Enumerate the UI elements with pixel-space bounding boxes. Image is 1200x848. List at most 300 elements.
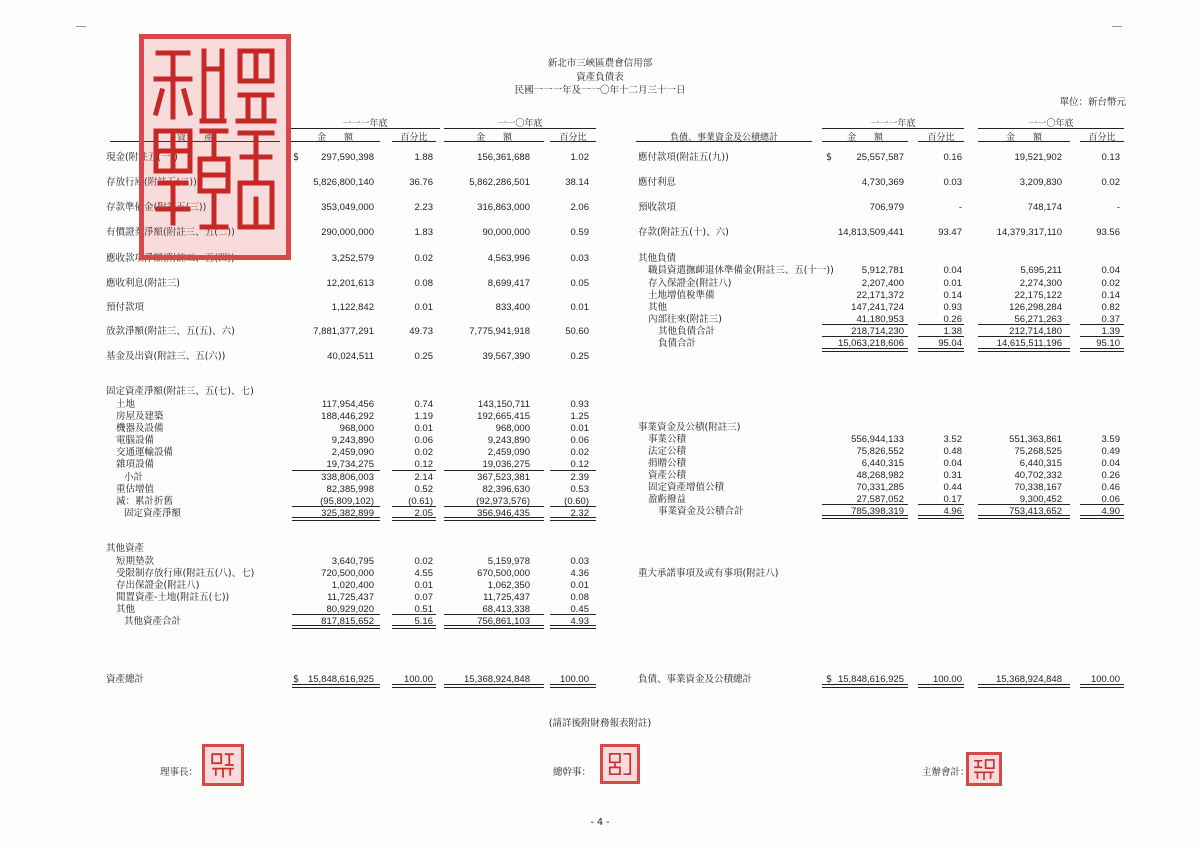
subtotal-rule — [550, 506, 596, 507]
total-rule — [822, 515, 908, 519]
percent-current: 0.04 — [943, 265, 962, 276]
amount-prior: 14,379,317,110 — [996, 227, 1062, 238]
total-rule — [444, 517, 544, 521]
liabilities-row-label: 存入保證金(附註八) — [648, 278, 732, 289]
amount-prior: 7,775,941,918 — [469, 326, 530, 337]
assets-row-label: 小計 — [124, 472, 144, 483]
subtotal-rule — [292, 506, 380, 507]
chief-accountant-label: 主辦會計： — [922, 767, 970, 778]
percent-current: (0.61) — [408, 496, 433, 507]
amount-current: 15,848,616,925 — [307, 674, 374, 685]
percent-current: 2.05 — [414, 508, 433, 519]
footnote: (請詳後附財務報表附註) — [548, 718, 652, 729]
percent-current: 1.83 — [414, 227, 433, 238]
liabilities-row-label: 預收款項 — [638, 202, 677, 213]
percent-prior: 0.12 — [570, 459, 589, 470]
currency-sign: $ — [293, 674, 300, 685]
percent-prior: 0.02 — [570, 447, 589, 458]
amount-current: 5,912,781 — [861, 265, 904, 276]
liabilities-row-label: 事業資金及公積合計 — [658, 506, 744, 517]
amount-prior: 19,036,275 — [482, 459, 530, 470]
chairman-label: 理事長： — [160, 767, 199, 778]
total-rule — [918, 348, 964, 352]
liabilities-row-label: 法定公積 — [648, 446, 687, 457]
amount-current: 353,049,000 — [321, 202, 374, 213]
amount-header: 金 額 — [1005, 133, 1042, 143]
currency-sign: $ — [293, 152, 300, 163]
amount-prior: 5,862,286,501 — [469, 177, 530, 188]
total-rule — [918, 684, 964, 688]
percent-current: 0.01 — [414, 423, 433, 434]
liab-year-110-header: 一一〇年底 — [1028, 119, 1074, 129]
amount-current: 706,979 — [869, 202, 904, 213]
percent-prior: 0.59 — [570, 227, 589, 238]
subtotal-rule — [292, 614, 380, 615]
total-rule — [1080, 684, 1124, 688]
amount-current: 11,725,437 — [327, 592, 374, 603]
amount-header: 金 額 — [475, 133, 512, 143]
amount-prior: 39,567,390 — [482, 351, 530, 362]
liabilities-row-label: 捐贈公積 — [648, 458, 687, 469]
amount-prior: 126,298,284 — [1009, 302, 1062, 313]
amount-current: 1,020,400 — [331, 580, 374, 591]
liabilities-row-label: 應付款項(附註五(九)) — [638, 152, 729, 163]
amount-current: 556,944,133 — [851, 434, 904, 445]
rule — [822, 141, 908, 142]
percent-prior: 0.01 — [570, 423, 589, 434]
subtotal-rule — [918, 504, 964, 505]
percent-current: 0.26 — [943, 314, 962, 325]
percent-prior: 0.49 — [1101, 446, 1120, 457]
percent-prior: 38.14 — [565, 177, 589, 188]
percent-prior: 0.82 — [1101, 302, 1120, 313]
amount-current: 188,446,292 — [321, 411, 374, 422]
amount-prior: 14,615,511,196 — [996, 338, 1062, 349]
percent-current: 0.44 — [943, 482, 962, 493]
amount-prior: 5,159,978 — [487, 556, 530, 567]
percent-prior: 0.01 — [570, 580, 589, 591]
assets-row-label: 閒置資產-土地(附註五(七)) — [116, 592, 230, 603]
percent-prior: 0.04 — [1101, 265, 1120, 276]
percent-prior: 0.03 — [570, 556, 589, 567]
percent-prior: 3.59 — [1101, 434, 1120, 445]
subtotal-rule — [978, 324, 1070, 325]
assets-row-label: 有價證券淨額(附註三、五(二)) — [106, 227, 235, 238]
amount-current: 22,171,372 — [856, 290, 904, 301]
assets-row-label: 固定資產淨額(附註三、五(七)、七) — [106, 386, 254, 397]
assets-row-label: 現金(附註五(一)) — [106, 152, 178, 163]
amount-current: 325,382,899 — [321, 508, 374, 519]
percent-current: 0.25 — [414, 351, 433, 362]
amount-current: 5,826,800,140 — [313, 177, 374, 188]
total-rule — [392, 625, 436, 629]
subtotal-rule — [978, 504, 1070, 505]
amount-prior: 9,243,890 — [487, 435, 530, 446]
percent-header: 百分比 — [559, 133, 587, 143]
assets-year-110-header: 一一〇年底 — [497, 119, 543, 129]
amount-current: 290,000,000 — [321, 227, 374, 238]
amount-current: 9,243,890 — [331, 435, 374, 446]
statement-period: 民國一一一年及一一〇年十二月三十一日 — [514, 85, 686, 96]
percent-current: 0.52 — [414, 484, 433, 495]
amount-current: 27,587,052 — [856, 494, 904, 505]
amount-prior: 11,725,437 — [483, 592, 530, 603]
amount-current: 4,730,369 — [861, 177, 904, 188]
percent-current: 0.02 — [414, 556, 433, 567]
percent-prior: 0.37 — [1101, 314, 1120, 325]
assets-row-label: 固定資產淨額 — [124, 508, 182, 519]
amount-current: 75,826,552 — [856, 446, 904, 457]
assets-row-label: 其他資產合計 — [124, 616, 182, 627]
liabilities-row-label: 資產公積 — [648, 470, 687, 481]
liabilities-row-label: 其他 — [648, 302, 668, 313]
percent-header: 百分比 — [927, 133, 955, 143]
percent-prior: 0.03 — [570, 253, 589, 264]
assets-year-111-header: 一一一年底 — [342, 119, 388, 129]
subtotal-rule — [1080, 324, 1124, 325]
assets-row-label: 預付款項 — [106, 302, 145, 313]
amount-current: 70,331,285 — [856, 482, 904, 493]
amount-current: (95,809,102) — [320, 496, 374, 507]
percent-prior: 4.36 — [570, 568, 589, 579]
percent-prior: 0.08 — [570, 592, 589, 603]
amount-current: 720,500,000 — [321, 568, 374, 579]
percent-prior: 1.39 — [1101, 326, 1120, 337]
percent-prior: 0.93 — [570, 399, 589, 410]
percent-prior: 1.25 — [570, 411, 589, 422]
amount-current: 48,268,982 — [856, 470, 904, 481]
percent-prior: - — [1116, 202, 1120, 213]
total-rule — [550, 625, 596, 629]
percent-prior: 0.06 — [570, 435, 589, 446]
percent-current: 0.01 — [414, 580, 433, 591]
amount-current: 2,207,400 — [861, 278, 904, 289]
percent-prior: 0.25 — [570, 351, 589, 362]
percent-prior: 93.56 — [1096, 227, 1120, 238]
rule — [290, 141, 380, 142]
amount-prior: 833,400 — [495, 302, 530, 313]
percent-current: 0.14 — [943, 290, 962, 301]
amount-current: 7,881,377,291 — [313, 326, 374, 337]
liabilities-row-label: 事業公積 — [648, 434, 687, 445]
crop-mark — [76, 22, 86, 27]
total-rule — [822, 348, 908, 352]
percent-current: 1.38 — [943, 326, 962, 337]
rule — [1080, 141, 1124, 142]
total-rule — [444, 684, 544, 688]
amount-current: 6,440,315 — [861, 458, 904, 469]
total-rule — [822, 684, 908, 688]
assets-row-label: 機器及設備 — [116, 423, 164, 434]
crop-mark — [1112, 22, 1122, 27]
amount-current: 785,398,319 — [851, 506, 904, 517]
percent-current: 0.02 — [414, 447, 433, 458]
amount-prior: 2,274,300 — [1019, 278, 1062, 289]
total-rule — [392, 684, 436, 688]
amount-prior: 4,563,996 — [487, 253, 530, 264]
percent-prior: 0.06 — [1101, 494, 1120, 505]
rule — [290, 128, 440, 129]
percent-current: 1.88 — [414, 152, 433, 163]
assets-row-label: 存放行庫(附註五(二)) — [106, 177, 197, 188]
rule — [392, 141, 436, 142]
amount-prior: 156,361,688 — [477, 152, 530, 163]
total-rule — [444, 625, 544, 629]
subtotal-rule — [392, 614, 436, 615]
percent-prior: 4.90 — [1101, 506, 1120, 517]
amount-current: 817,815,652 — [321, 616, 374, 627]
assets-row-label: 放款淨額(附註三、五(五)、六) — [106, 326, 235, 337]
assets-row-label: 減：累計折舊 — [116, 496, 174, 507]
assets-row-label: 基金及出資(附註三、五(六)) — [106, 351, 226, 362]
general-manager-seal-icon — [600, 744, 640, 784]
percent-current: 1.19 — [414, 411, 433, 422]
percent-prior: 0.04 — [1101, 458, 1120, 469]
percent-current: 4.96 — [943, 506, 962, 517]
percent-header: 百分比 — [400, 133, 428, 143]
percent-prior: 0.46 — [1101, 482, 1120, 493]
assets-column-header: 資 產 — [176, 133, 213, 143]
amount-prior: 1,062,350 — [487, 580, 530, 591]
page-number: - 4 - — [590, 817, 610, 828]
amount-prior: 356,946,435 — [477, 508, 530, 519]
assets-row-label: 應收款項淨額(附註三、五(四)) — [106, 253, 235, 264]
total-rule — [918, 515, 964, 519]
liabilities-row-label: 固定資產增值公積 — [648, 482, 725, 493]
assets-row-label: 受限制存放行庫(附註五(八)、七) — [116, 568, 255, 579]
rule — [978, 141, 1070, 142]
total-rule — [978, 348, 1070, 352]
subtotal-rule — [978, 336, 1070, 337]
percent-prior: 0.05 — [570, 278, 589, 289]
amount-current: 25,557,587 — [856, 152, 904, 163]
amount-prior: 143,150,711 — [477, 399, 530, 410]
total-rule — [292, 517, 380, 521]
amount-prior: 15,368,924,848 — [995, 674, 1062, 685]
subtotal-rule — [392, 470, 436, 471]
amount-current: 3,252,579 — [331, 253, 374, 264]
amount-prior: 753,413,652 — [1009, 506, 1062, 517]
subtotal-rule — [550, 614, 596, 615]
percent-prior: 2.39 — [570, 472, 589, 483]
liabilities-row-label: 事業資金及公積(附註三) — [638, 422, 741, 433]
percent-prior: 2.06 — [570, 202, 589, 213]
total-rule — [978, 684, 1070, 688]
amount-current: 41,180,953 — [856, 314, 904, 325]
liabilities-row-label: 土地增值稅準備 — [648, 290, 715, 301]
percent-current: 36.76 — [409, 177, 433, 188]
percent-prior: 0.02 — [1101, 278, 1120, 289]
percent-prior: 0.01 — [570, 302, 589, 313]
amount-current: 117,954,456 — [321, 399, 374, 410]
assets-row-label: 其他資產 — [106, 543, 145, 554]
amount-prior: 748,174 — [1027, 202, 1062, 213]
amount-prior: 192,665,415 — [477, 411, 530, 422]
assets-row-label: 土地 — [116, 399, 136, 410]
percent-prior: 0.26 — [1101, 470, 1120, 481]
assets-row-label: 存出保證金(附註八) — [116, 580, 200, 591]
amount-current: 12,201,613 — [326, 278, 374, 289]
currency-unit: 單位：新台幣元 — [1059, 97, 1126, 108]
subtotal-rule — [918, 336, 964, 337]
percent-current: 0.48 — [943, 446, 962, 457]
assets-row-label: 應收利息(附註三) — [106, 278, 180, 289]
liabilities-column-header: 負債、事業資金及公積總計 — [669, 133, 778, 143]
percent-current: 0.02 — [414, 253, 433, 264]
amount-prior: 56,271,263 — [1014, 314, 1062, 325]
percent-prior: 0.02 — [1101, 177, 1120, 188]
rule — [978, 128, 1124, 129]
rule — [444, 141, 544, 142]
chief-accountant-seal-icon — [966, 752, 1002, 786]
amount-current: 968,000 — [339, 423, 374, 434]
subtotal-rule — [392, 506, 436, 507]
percent-current: 49.73 — [409, 326, 433, 337]
amount-current: 1,122,842 — [331, 302, 374, 313]
assets-row-label: 雜項設備 — [116, 459, 155, 470]
amount-prior: 40,702,332 — [1014, 470, 1062, 481]
amount-header: 金 額 — [316, 133, 353, 143]
amount-prior: 367,523,381 — [477, 472, 530, 483]
rule — [822, 128, 964, 129]
percent-prior: 100.00 — [559, 674, 589, 685]
percent-current: 4.55 — [414, 568, 433, 579]
total-rule — [978, 515, 1070, 519]
currency-sign: $ — [826, 152, 833, 163]
percent-current: 2.14 — [414, 472, 433, 483]
subtotal-rule — [550, 470, 596, 471]
percent-current: 95.04 — [938, 338, 962, 349]
liabilities-row-label: 其他負債合計 — [658, 326, 716, 337]
percent-current: 0.01 — [943, 278, 962, 289]
chairman-seal-icon — [202, 744, 244, 786]
amount-current: 2,459,090 — [331, 447, 374, 458]
amount-prior: 551,363,861 — [1009, 434, 1062, 445]
amount-current: 147,241,724 — [851, 302, 904, 313]
total-rule — [392, 517, 436, 521]
rule — [918, 141, 964, 142]
liabilities-row-label: 內部往來(附註三) — [648, 314, 722, 325]
percent-current: 0.16 — [943, 152, 962, 163]
percent-current: 0.74 — [414, 399, 433, 410]
assets-row-label: 房屋及建築 — [116, 411, 164, 422]
amount-current: 80,929,020 — [326, 604, 374, 615]
amount-prior: 316,863,000 — [477, 202, 530, 213]
percent-header: 百分比 — [1088, 133, 1116, 143]
percent-prior: 100.00 — [1090, 674, 1120, 685]
amount-current: 218,714,230 — [851, 326, 904, 337]
liabilities-row-label: 應付利息 — [638, 177, 677, 188]
liabilities-row-label: 存款(附註五(十)、六) — [638, 227, 729, 238]
subtotal-rule — [444, 506, 544, 507]
assets-row-label: 重估增值 — [116, 484, 155, 495]
currency-sign: $ — [826, 674, 833, 685]
subtotal-rule — [822, 324, 908, 325]
percent-current: 5.16 — [414, 616, 433, 627]
amount-prior: 68,413,338 — [482, 604, 530, 615]
percent-current: 0.93 — [943, 302, 962, 313]
assets-row-label: 短期墊款 — [116, 556, 155, 567]
liabilities-row-label: 其他負債 — [638, 253, 677, 264]
rule — [550, 141, 596, 142]
percent-current: 0.12 — [414, 459, 433, 470]
assets-row-label: 電腦設備 — [116, 435, 155, 446]
subtotal-rule — [822, 336, 908, 337]
percent-current: 0.17 — [943, 494, 962, 505]
percent-prior: 0.53 — [570, 484, 589, 495]
subtotal-rule — [1080, 336, 1124, 337]
subtotal-rule — [444, 470, 544, 471]
liabilities-row-label: 負債、事業資金及公積總計 — [638, 674, 753, 685]
rule — [636, 141, 812, 142]
percent-prior: 0.13 — [1101, 152, 1120, 163]
org-name: 新北市三峽區農會信用部 — [547, 58, 653, 69]
amount-prior: 90,000,000 — [482, 227, 530, 238]
amount-prior: 82,396,630 — [482, 484, 530, 495]
amount-current: 82,385,998 — [326, 484, 374, 495]
liabilities-row-label: 職員資遣撫卹退休準備金(附註三、五(十一)) — [648, 265, 834, 276]
amount-current: 338,806,003 — [321, 472, 374, 483]
rule — [444, 128, 596, 129]
total-rule — [550, 684, 596, 688]
total-rule — [292, 684, 380, 688]
amount-current: 3,640,795 — [331, 556, 374, 567]
percent-current: 0.08 — [414, 278, 433, 289]
percent-current: 2.23 — [414, 202, 433, 213]
liabilities-row-label: 重大承諾事項及或有事項(附註八) — [638, 568, 779, 579]
percent-prior: 4.93 — [570, 616, 589, 627]
amount-prior: 5,695,211 — [1020, 265, 1062, 276]
amount-current: 15,063,218,606 — [837, 338, 904, 349]
amount-prior: 75,268,525 — [1014, 446, 1062, 457]
percent-current: 3.52 — [943, 434, 962, 445]
percent-current: 100.00 — [403, 674, 433, 685]
percent-prior: 1.02 — [570, 152, 589, 163]
percent-current: 0.31 — [943, 470, 962, 481]
amount-prior: 19,521,902 — [1014, 152, 1062, 163]
percent-current: 100.00 — [932, 674, 962, 685]
total-rule — [550, 517, 596, 521]
percent-current: 0.04 — [943, 458, 962, 469]
percent-current: - — [958, 202, 962, 213]
percent-current: 0.03 — [943, 177, 962, 188]
amount-prior: 756,861,103 — [477, 616, 530, 627]
subtotal-rule — [822, 504, 908, 505]
amount-prior: 70,338,167 — [1014, 482, 1062, 493]
percent-current: 0.51 — [414, 604, 433, 615]
amount-current: 14,813,509,441 — [837, 227, 904, 238]
percent-current: 0.01 — [414, 302, 433, 313]
amount-prior: 212,714,180 — [1009, 326, 1062, 337]
total-rule — [292, 625, 380, 629]
amount-prior: 9,300,452 — [1019, 494, 1062, 505]
percent-current: 93.47 — [938, 227, 962, 238]
percent-prior: 50.60 — [565, 326, 589, 337]
amount-current: 19,734,275 — [326, 459, 374, 470]
assets-row-label: 資產總計 — [106, 674, 145, 685]
statement-title: 資產負債表 — [576, 72, 624, 83]
subtotal-rule — [1080, 504, 1124, 505]
assets-row-label: 交通運輸設備 — [116, 447, 174, 458]
general-manager-label: 總幹事： — [553, 767, 592, 778]
amount-current: 15,848,616,925 — [837, 674, 904, 685]
percent-prior: 0.14 — [1101, 290, 1120, 301]
amount-prior: 670,500,000 — [477, 568, 530, 579]
amount-prior: 3,209,830 — [1019, 177, 1062, 188]
assets-row-label: 存款準備金(附註五(三)) — [106, 202, 207, 213]
percent-current: 0.07 — [414, 592, 433, 603]
total-rule — [1080, 515, 1124, 519]
